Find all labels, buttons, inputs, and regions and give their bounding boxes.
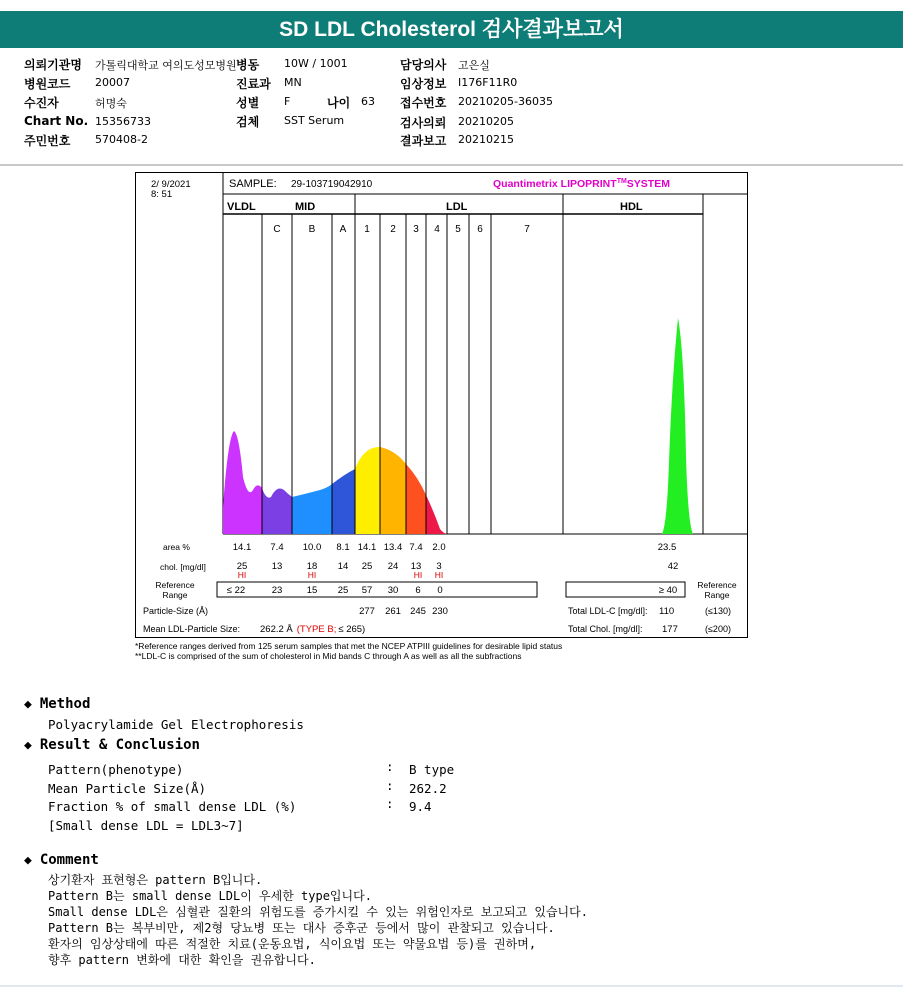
- receipt-value: 20210205-36035: [458, 95, 553, 108]
- requester-value: 가톨릭대학교 여의도성모병원: [95, 59, 237, 72]
- psize-ldl1: 277: [359, 606, 375, 617]
- specimen-value: SST Serum: [284, 114, 345, 127]
- ref-hdl: ≥ 40: [658, 585, 678, 596]
- chol-ldl1: 25: [361, 561, 373, 572]
- ref-label-right-2: Range: [704, 590, 730, 600]
- req-date-value: 20210205: [458, 115, 514, 128]
- band-a-label: A: [339, 224, 347, 235]
- total-ldl-label: Total LDL-C [mg/dl]:: [568, 606, 648, 616]
- sample-label: SAMPLE:: [229, 178, 277, 190]
- result-sep: :: [386, 778, 394, 793]
- patient-label: 수진자: [24, 96, 59, 110]
- ldl2-peak: [380, 447, 406, 534]
- diamond-icon: ◆: [24, 697, 32, 712]
- ref-ldl3: 6: [415, 585, 421, 596]
- section-ldl: LDL: [446, 201, 468, 213]
- ref-ldl1: 57: [361, 585, 373, 596]
- hosp-code-value: 20007: [95, 76, 130, 89]
- method-text: Polyacrylamide Gel Electrophoresis: [48, 717, 304, 732]
- band-5-label: 5: [455, 224, 461, 235]
- lipoprint-figure: [135, 172, 748, 638]
- area-vldl: 14.1: [232, 542, 252, 553]
- sex-label: 성별: [236, 96, 260, 110]
- area-mid-a: 8.1: [336, 542, 350, 553]
- ref-label-right-1: Reference: [697, 580, 737, 590]
- band-3-label: 3: [413, 224, 419, 235]
- mean-label: Mean LDL-Particle Size:: [143, 624, 241, 634]
- total-ldl-ref: (≤130): [705, 606, 731, 616]
- footnote-1: *Reference ranges derived from 125 serum samples that met the NCEP ATPIII guidelines for desirable lipid status: [135, 641, 563, 651]
- flag-mid-b: HI: [307, 570, 317, 580]
- diamond-icon: ◆: [24, 738, 32, 753]
- receipt-label: 접수번호: [400, 96, 447, 110]
- area-ldl2: 13.4: [383, 542, 403, 553]
- area-ldl1: 14.1: [357, 542, 377, 553]
- comment-line: 환자의 임상상태에 따른 적절한 치료(운동요법, 식이요법 또는 약물요법 등)를 권하며,: [48, 937, 537, 951]
- ref-mid-b: 15: [306, 585, 318, 596]
- area-hdl: 23.5: [657, 542, 677, 553]
- area-ldl4: 2.0: [432, 542, 446, 553]
- dept-label: 진료과: [236, 77, 271, 91]
- result-fraction-label: Fraction % of small dense LDL (%): [48, 799, 297, 814]
- ref-mid-a: 25: [337, 585, 349, 596]
- ref-vldl: ≤ 22: [226, 585, 246, 596]
- report-date-value: 20210215: [458, 133, 514, 146]
- hosp-code-label: 병원코드: [24, 77, 71, 91]
- lipoprint-report: [135, 172, 748, 638]
- sex-value: F: [284, 95, 291, 108]
- sample-id: 29-103719042910: [291, 179, 373, 190]
- ref-label-2: Range: [162, 590, 188, 600]
- flag-ldl4: HI: [434, 570, 444, 580]
- psize-label: Particle-Size (Å): [143, 606, 209, 616]
- doctor-value: 고은실: [458, 59, 490, 72]
- specimen-label: 검체: [236, 115, 260, 129]
- area-mid-c: 7.4: [270, 542, 284, 553]
- result-pattern-value: B type: [409, 762, 455, 777]
- band-2-label: 2: [390, 224, 396, 235]
- mean-value: 262.2 Å (TYPE B; ≤ 265): [260, 624, 366, 635]
- chol-mid-a: 14: [337, 561, 349, 572]
- chol-mid-c: 13: [271, 561, 283, 572]
- chart-value: 15356733: [95, 115, 151, 128]
- band-6-label: 6: [477, 224, 483, 235]
- header-separator: [0, 164, 903, 166]
- ward-value: 10W / 1001: [284, 57, 348, 70]
- report-time: 8: 51: [151, 189, 173, 200]
- comment-line: Small dense LDL은 심혈관 질환의 위험도를 증가시킬 수 있는 위험인자로 보고되고 있습니다.: [48, 905, 588, 919]
- result-size-value: 262.2: [409, 781, 447, 796]
- result-sep: :: [386, 759, 394, 774]
- total-chol-ref: (≤200): [705, 624, 731, 634]
- total-chol-label: Total Chol. [mg/dl]:: [568, 624, 643, 634]
- psize-ldl2: 261: [385, 606, 401, 617]
- ref-ldl2: 30: [387, 585, 399, 596]
- diamond-icon: ◆: [24, 853, 32, 868]
- ref-label-1: Reference: [155, 580, 195, 590]
- method-heading: ◆ Method: [24, 696, 91, 712]
- ward-label: 병동: [236, 58, 260, 72]
- chol-vldl: 25: [236, 561, 248, 572]
- chol-label: chol. [mg/dl]: [160, 562, 206, 572]
- total-chol-value: 177: [662, 624, 678, 635]
- chol-ldl3: 13: [410, 561, 422, 572]
- band-c-label: C: [273, 224, 281, 235]
- report-date: 2/ 9/2021: [151, 179, 191, 190]
- clinical-label: 임상정보: [400, 77, 447, 91]
- report-title: SD LDL Cholesterol 검사결과보고서: [0, 11, 903, 48]
- area-mid-b: 10.0: [302, 542, 322, 553]
- section-mid: MID: [295, 201, 316, 213]
- chol-mid-b: 18: [306, 561, 318, 572]
- ssn-value: 570408-2: [95, 133, 148, 146]
- patient-value: 허명숙: [95, 97, 127, 110]
- flag-vldl: HI: [237, 570, 247, 580]
- band-b-label: B: [308, 224, 316, 235]
- area-label: area %: [163, 542, 190, 552]
- brand-logo: Quantimetrix LIPOPRINT™SYSTEM: [493, 178, 670, 190]
- patient-info-panel: [0, 52, 903, 164]
- band-1-label: 1: [364, 224, 370, 235]
- ref-mid-c: 23: [271, 585, 283, 596]
- result-sep: :: [386, 796, 394, 811]
- band-7-label: 7: [524, 224, 530, 235]
- result-note: [Small dense LDL = LDL3~7]: [48, 818, 244, 833]
- result-pattern-label: Pattern(phenotype): [48, 762, 184, 777]
- age-value: 63: [361, 95, 375, 108]
- chol-hdl: 42: [667, 561, 679, 572]
- ssn-label: 주민번호: [24, 134, 71, 148]
- section-hdl: HDL: [620, 201, 643, 213]
- band-4-label: 4: [434, 224, 440, 235]
- comment-line: Pattern B는 small dense LDL이 우세한 type입니다.: [48, 889, 372, 903]
- comment-line: Pattern B는 복부비만, 제2형 당뇨병 또는 대사 증후군 등에서 많이 관찰되고 있습니다.: [48, 921, 555, 935]
- chol-ldl2: 24: [387, 561, 399, 572]
- result-fraction-value: 9.4: [409, 799, 432, 814]
- comment-line: 상기환자 표현형은 pattern B입니다.: [48, 873, 263, 887]
- result-heading: ◆ Result & Conclusion: [24, 737, 200, 753]
- report-date-label: 결과보고: [400, 134, 447, 148]
- age-label: 나이: [327, 96, 351, 110]
- section-vldl: VLDL: [227, 201, 256, 213]
- clinical-value: I176F11R0: [458, 76, 518, 89]
- chart-label: Chart No.: [24, 114, 89, 128]
- flag-ldl3: HI: [413, 570, 423, 580]
- requester-label: 의뢰기관명: [24, 58, 82, 72]
- psize-ldl4: 230: [432, 606, 448, 617]
- bottom-border: [0, 985, 903, 987]
- comment-line: 향후 pattern 변화에 대한 확인을 권유합니다.: [48, 953, 316, 967]
- req-date-label: 검사의뢰: [400, 116, 447, 130]
- area-ldl3: 7.4: [409, 542, 423, 553]
- dept-value: MN: [284, 76, 302, 89]
- total-ldl-value: 110: [659, 606, 675, 617]
- result-size-label: Mean Particle Size(Å): [48, 781, 207, 796]
- comment-heading: ◆ Comment: [24, 852, 99, 868]
- chol-ldl4: 3: [436, 561, 442, 572]
- psize-ldl3: 245: [410, 606, 426, 617]
- doctor-label: 담당의사: [400, 58, 447, 72]
- ref-ldl4: 0: [437, 585, 443, 596]
- footnote-2: **LDL-C is comprised of the sum of cholesterol in Mid bands C through A as well as all the subfractions: [135, 651, 522, 661]
